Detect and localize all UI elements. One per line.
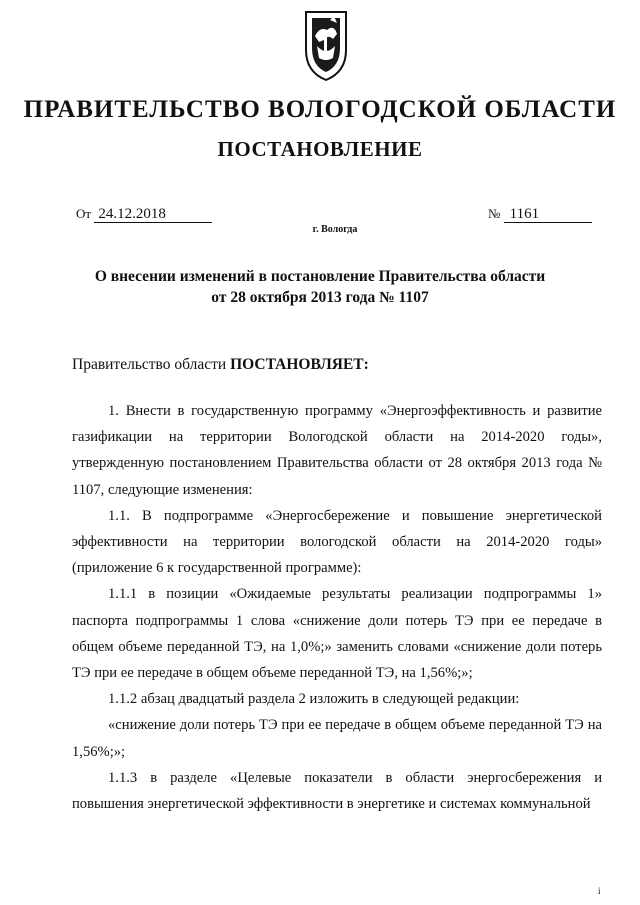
date-field [76,206,212,223]
document-date: 24.12.2018 [94,206,212,223]
number-prefix: № [488,206,501,221]
subject-line-2: от 28 октября 2013 года № 1107 [211,289,429,306]
document-body [72,398,602,817]
paragraph-1-1-1: 1.1.1 в позиции «Ожидаемые результаты реализации подпрограммы 1» паспорта подпрограммы 1 слова «снижение доли потерь ТЭ при ее передаче в общем объеме переданной ТЭ, на 1,0%;» заменить словами «снижение доли потерь ТЭ при ее передаче в общем объеме переданной ТЭ, на 1,56%;»; [72,586,602,682]
paragraph-1-1-3: 1.1.3 в разделе «Целевые показатели в области энергосбережения и повышения энергетической эффективности в энергетике и системах коммунальной [72,769,602,813]
decree-statement [72,356,369,374]
city: г. Вологда [312,224,358,235]
number-field [488,206,592,223]
document-type: ПОСТАНОВЛЕНИЕ [217,137,423,161]
government-title: ПРАВИТЕЛЬСТВО ВОЛОГОДСКОЙ ОБЛАСТИ [23,96,617,123]
document-number: 1161 [504,206,592,223]
document-subject [0,266,640,308]
page-mark: і [598,886,601,896]
date-prefix: От [76,206,92,221]
paragraph-quote: «снижение доли потерь ТЭ при ее передаче в общем объеме переданной ТЭ на 1,56%;»; [72,717,602,760]
paragraph-1: 1. Внести в государственную программу «Энергоэффективность и развитие газификации на территории Вологодской области на 2014-2020 годы», утвержденную постановлением Правительства области от 28 октября 2013 года № 1107, следующие изменения: [72,403,602,498]
subject-line-1: О внесении изменений в постановление Правительства области [94,268,546,285]
coat-of-arms-icon [300,6,352,84]
paragraph-1-1: 1.1. В подпрограмме «Энергосбережение и повышение энергетической эффективности на территории вологодской области на 2014-2020 годы» (приложение 6 к государственной программе): [72,507,602,577]
decree-prefix: Правительство области [72,356,231,373]
decree-keyword: ПОСТАНОВЛЯЕТ: [230,356,369,373]
paragraph-1-1-2: 1.1.2 абзац двадцатый раздела 2 изложить в следующей редакции: [108,691,520,708]
